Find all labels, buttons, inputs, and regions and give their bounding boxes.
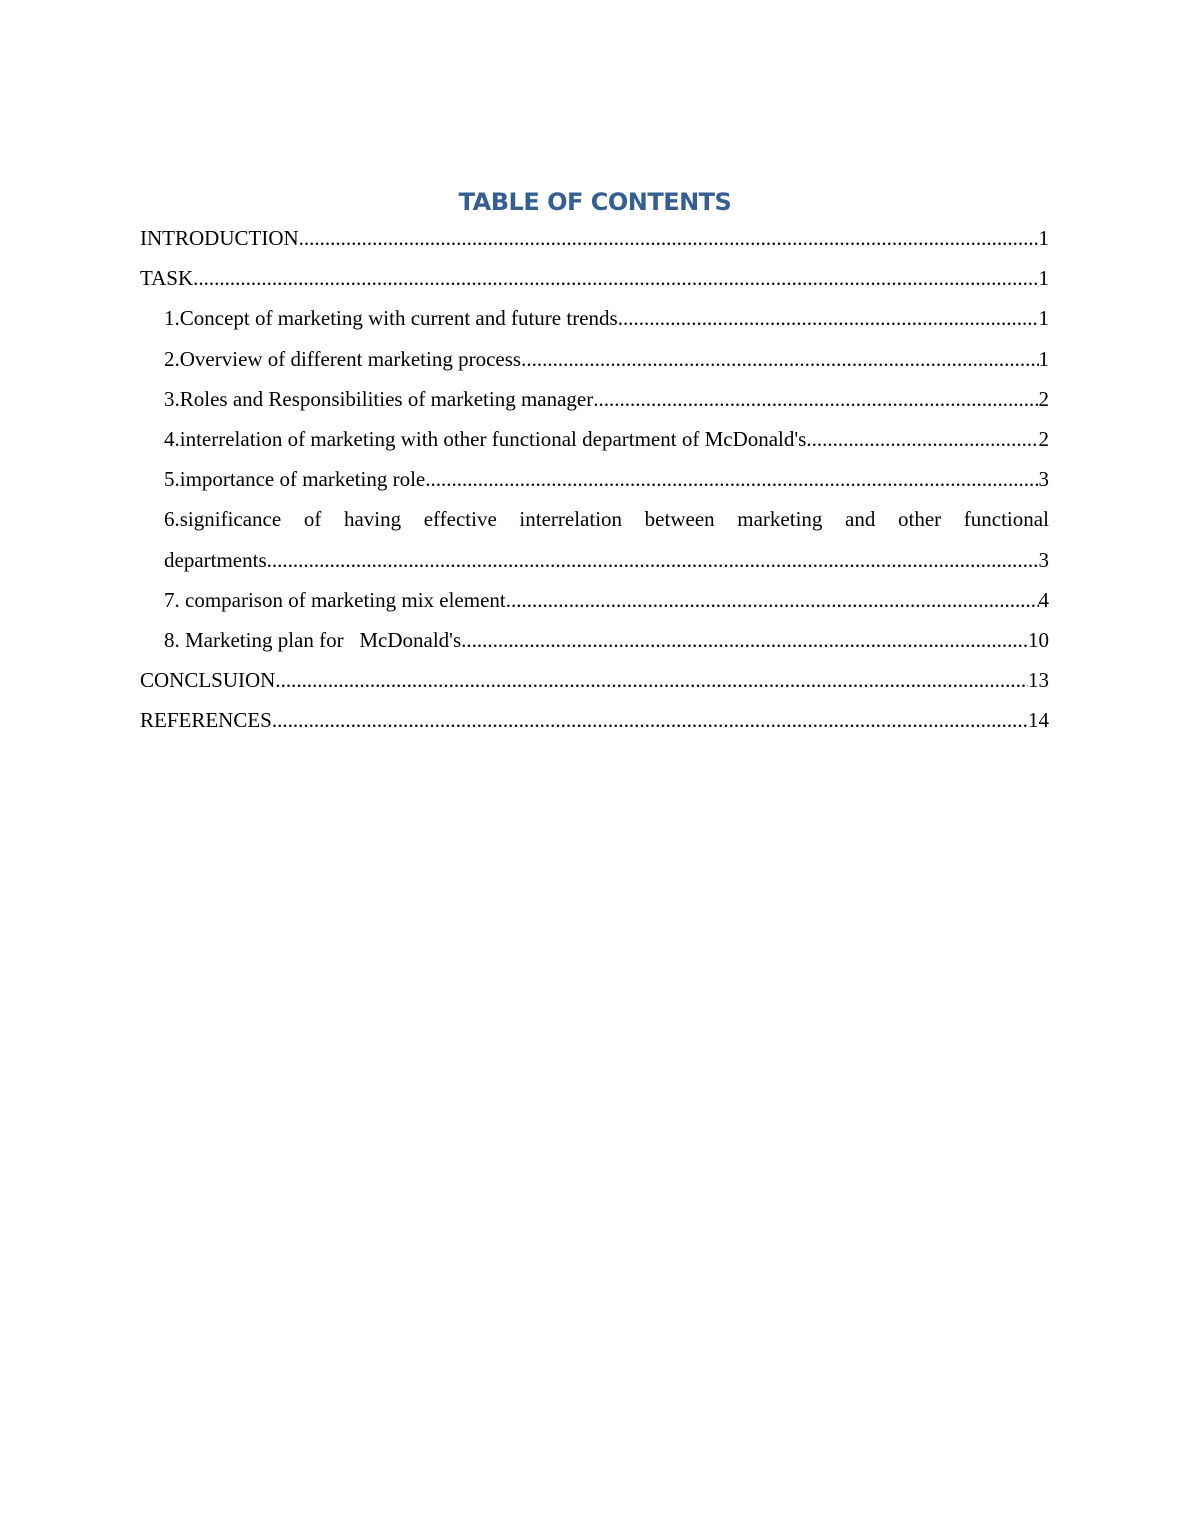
toc-leader-dots xyxy=(275,664,1028,696)
toc-entry-page: 1 xyxy=(1038,266,1049,291)
toc-entry-word: 6.significance xyxy=(164,507,282,532)
toc-entry-page: 1 xyxy=(1038,226,1049,250)
toc-entry-word: of xyxy=(303,507,322,532)
toc-entry-label: CONCLSUION xyxy=(140,668,276,693)
toc-entry-word: and xyxy=(845,507,876,532)
toc-entry-introduction[interactable] xyxy=(140,222,1049,262)
toc-entry-conclusion[interactable] xyxy=(140,664,1049,704)
toc-entry-roles-responsibilities[interactable] xyxy=(140,383,1049,423)
toc-entry-label-line-2 xyxy=(164,544,1049,584)
toc-entry-significance-interrelation[interactable] xyxy=(140,503,1049,583)
toc-entry-word: interrelation xyxy=(519,507,623,532)
toc-entry-label: 3.Roles and Responsibilities of marketing manager xyxy=(164,386,594,411)
toc-entry-page: 3 xyxy=(1038,467,1049,492)
toc-list xyxy=(140,222,1049,744)
toc-entry-label: departments xyxy=(164,547,267,572)
toc-entry-page: 1 xyxy=(1038,346,1049,371)
toc-leader-dots xyxy=(461,624,1028,656)
toc-leader-dots xyxy=(521,343,1038,375)
toc-entry-marketing-mix[interactable] xyxy=(140,584,1049,624)
toc-entry-label: 7. comparison of marketing mix element xyxy=(164,587,506,612)
toc-entry-concept-of-marketing[interactable] xyxy=(140,302,1049,342)
toc-leader-dots xyxy=(618,302,1039,334)
toc-entry-label: 5.importance of marketing role xyxy=(164,467,426,492)
toc-leader-dots xyxy=(193,262,1038,294)
toc-leader-dots xyxy=(425,463,1038,495)
toc-entry-page: 2 xyxy=(1038,386,1049,411)
toc-leader-dots xyxy=(267,544,1039,576)
toc-entry-references[interactable] xyxy=(140,704,1049,744)
toc-entry-label: INTRODUCTION xyxy=(140,226,299,250)
toc-entry-word: between xyxy=(644,507,715,532)
toc-title: TABLE OF CONTENTS xyxy=(458,188,732,216)
toc-entry-label: TASK xyxy=(140,266,194,291)
toc-leader-dots xyxy=(272,704,1028,736)
toc-entry-word: effective xyxy=(423,507,497,532)
toc-entry-page: 13 xyxy=(1028,668,1049,693)
toc-leader-dots xyxy=(812,423,1039,455)
toc-entry-task[interactable] xyxy=(140,262,1049,302)
toc-entry-label: 8. Marketing plan for McDonald's xyxy=(164,627,462,652)
toc-entry-label: REFERENCES xyxy=(140,708,272,733)
toc-entry-label: 4.interrelation of marketing with other functional department of McDonald's. xyxy=(164,426,812,451)
toc-entry-page: 1 xyxy=(1038,306,1049,331)
toc-entry-interrelation[interactable] xyxy=(140,423,1049,463)
toc-entry-word: having xyxy=(343,507,402,532)
toc-entry-importance-marketing-role[interactable] xyxy=(140,463,1049,503)
toc-leader-dots xyxy=(299,222,1039,254)
toc-entry-page: 4 xyxy=(1038,587,1049,612)
toc-entry-word: functional xyxy=(963,507,1049,532)
toc-entry-page: 2 xyxy=(1038,426,1049,451)
toc-entry-page: 10 xyxy=(1028,627,1049,652)
toc-entry-word: other xyxy=(897,507,942,532)
toc-entry-word: marketing xyxy=(737,507,823,532)
toc-entry-label: 2.Overview of different marketing process xyxy=(164,346,522,371)
toc-leader-dots xyxy=(593,383,1038,415)
toc-entry-label-line-1 xyxy=(164,503,1049,543)
toc-entry-marketing-process[interactable] xyxy=(140,343,1049,383)
toc-entry-page: 14 xyxy=(1028,708,1049,733)
toc-entry-label: 1.Concept of marketing with current and future trends xyxy=(164,306,618,331)
toc-leader-dots xyxy=(506,584,1039,616)
toc-entry-marketing-plan[interactable] xyxy=(140,624,1049,664)
toc-entry-page: 3 xyxy=(1038,547,1049,572)
